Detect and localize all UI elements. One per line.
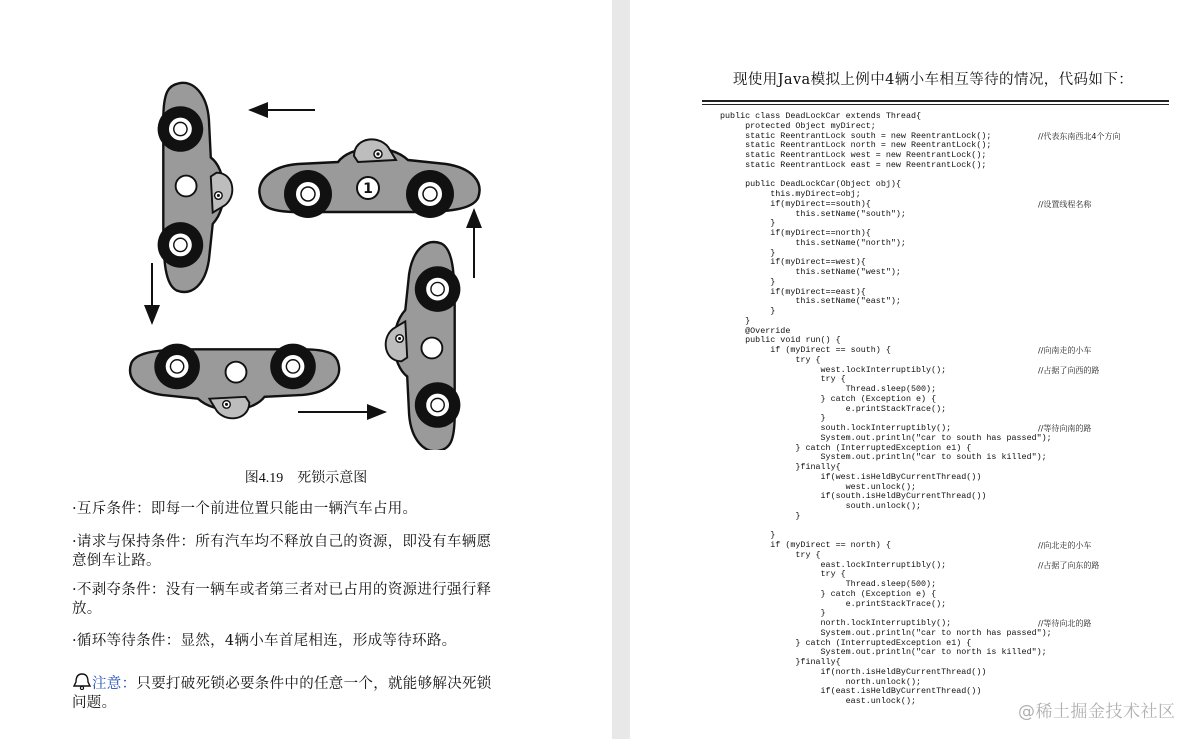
code-line (720, 297, 1170, 307)
code-line (720, 512, 1170, 522)
code-text: east.lockInterruptibly(); (720, 559, 947, 570)
code-text: } catch (InterruptedException e1) { (720, 442, 972, 453)
paragraph-mutual-exclusion: ·互斥条件：即每一个前进位置只能由一辆汽车占用。 (72, 501, 418, 517)
car-right (386, 242, 461, 450)
code-line (720, 161, 1170, 171)
code-text: public class DeadLockCar extends Thread{ (720, 111, 922, 121)
code-text: try { (720, 354, 821, 365)
code-text: if (myDirect == south) { (720, 345, 891, 355)
code-line (720, 307, 1170, 317)
page-gutter (612, 0, 630, 739)
code-text: try { (720, 569, 846, 580)
deadlock-figure (110, 78, 490, 450)
code-comment: //等待向北的路 (1038, 619, 1092, 628)
car-top (259, 139, 479, 218)
rule-top-thin (702, 104, 1169, 105)
code-text: static ReentrantLock west = new ReentrantLock(); (720, 150, 987, 160)
code-comment: //代表东南西北4个方向 (1038, 131, 1121, 141)
code-text: static ReentrantLock south = new ReentrantLock(); (720, 130, 992, 141)
car-number: 1 (363, 181, 373, 197)
code-text: } (720, 315, 751, 326)
code-block (720, 112, 1170, 707)
code-text: east.unlock(); (720, 696, 917, 706)
code-text: try { (720, 374, 846, 385)
watermark: @稀土掘金技术社区 (1018, 702, 1176, 722)
code-text: } (720, 306, 776, 316)
paragraph-hold-wait-2: 意倒车让路。 (72, 553, 161, 569)
code-text: } (720, 413, 826, 424)
code-text: } catch (Exception e) { (720, 588, 937, 599)
code-text: Thread.sleep(500); (720, 384, 937, 394)
caption-number: 图4.19 (244, 471, 284, 486)
code-text: if(myDirect==east){ (720, 286, 866, 297)
code-text: } (720, 608, 826, 619)
code-line (720, 522, 1170, 532)
code-text: @Override (720, 325, 791, 336)
code-text: south.unlock(); (720, 501, 922, 511)
code-text: if(myDirect==west){ (720, 257, 866, 268)
code-text: System.out.println("car to south is killed"); (720, 452, 1047, 463)
bell-icon (72, 672, 92, 690)
code-text: } (720, 530, 776, 541)
note-line2: 问题。 (72, 695, 117, 711)
code-text: south.lockInterruptibly(); (720, 423, 952, 433)
code-text: try { (720, 549, 821, 560)
code-text: public void run() { (720, 335, 841, 346)
caption-text: 死锁示意图 (297, 470, 368, 486)
code-text: west.unlock(); (720, 481, 917, 492)
paragraph-hold-wait-1: ·请求与保持条件：所有汽车均不释放自己的资源，即没有车辆愿 (72, 534, 492, 550)
code-text: this.setName("south"); (720, 208, 906, 219)
code-text: }finally{ (720, 657, 841, 667)
code-text: System.out.println("car to north is killed"); (720, 647, 1047, 658)
code-text: }finally{ (720, 462, 841, 472)
code-intro: 现使用Java模拟上例中4辆小车相互等待的情况，代码如下： (733, 72, 1134, 88)
code-text: this.myDirect=obj; (720, 189, 861, 199)
code-text: this.setName("west"); (720, 267, 901, 277)
code-text: if(east.isHeldByCurrentThread()) (720, 686, 982, 697)
code-text: System.out.println("car to north has passed"); (720, 627, 1052, 638)
code-text: } (720, 247, 776, 258)
figure-caption (0, 467, 612, 487)
code-text: if (myDirect == north) { (720, 540, 891, 550)
code-text: } catch (InterruptedException e1) { (720, 637, 972, 648)
code-text: } (720, 276, 776, 287)
code-line (720, 210, 1170, 220)
code-text: this.setName("north"); (720, 237, 906, 248)
code-text: } (720, 510, 801, 521)
code-comment: //占据了向西的路 (1038, 365, 1100, 375)
code-text: static ReentrantLock east = new ReentrantLock(); (720, 159, 987, 170)
car-bottom (130, 344, 339, 419)
code-line (720, 268, 1170, 278)
note-label: 注意： (92, 676, 137, 692)
rule-top (702, 100, 1169, 102)
code-text: if(west.isHeldByCurrentThread()) (720, 471, 982, 482)
code-text: this.setName("east"); (720, 296, 901, 307)
paragraph-no-preemption-1: ·不剥夺条件：没有一辆车或者第三者对已占用的资源进行强行释 (72, 582, 492, 598)
note-block (72, 672, 532, 713)
code-text: north.lockInterruptibly(); (720, 618, 952, 628)
paragraph-circular-wait: ·循环等待条件：显然，4辆小车首尾相连，形成等待环路。 (72, 633, 457, 649)
code-text: } catch (Exception e) { (720, 393, 937, 404)
code-text: System.out.println("car to south has passed"); (720, 432, 1052, 443)
code-text: e.printStackTrace(); (720, 598, 947, 609)
code-line (720, 239, 1170, 249)
code-text: if(myDirect==south){ (720, 198, 871, 209)
code-text: north.unlock(); (720, 676, 922, 687)
code-text: if(south.isHeldByCurrentThread()) (720, 491, 987, 502)
code-comment: //向北走的小车 (1038, 541, 1092, 550)
code-comment: //占据了向东的路 (1038, 560, 1100, 570)
code-text: west.lockInterruptibly(); (720, 364, 947, 375)
code-text: static ReentrantLock north = new ReentrantLock(); (720, 140, 992, 151)
note-line1: 只要打破死锁必要条件中的任意一个，就能够解决死锁 (136, 676, 492, 692)
code-text: protected Object myDirect; (720, 120, 876, 131)
code-comment: //等待向南的路 (1038, 424, 1092, 433)
paragraph-no-preemption-2: 放。 (72, 601, 102, 617)
code-text: Thread.sleep(500); (720, 579, 937, 589)
code-text: public DeadLockCar(Object obj){ (720, 179, 901, 190)
code-text: } (720, 218, 776, 229)
code-text: e.printStackTrace(); (720, 403, 947, 414)
code-comment: //设置线程名称 (1038, 199, 1092, 209)
code-comment: //向南走的小车 (1038, 346, 1092, 355)
code-text: if(north.isHeldByCurrentThread()) (720, 666, 987, 677)
code-text: if(myDirect==north){ (720, 228, 871, 238)
car-left (158, 83, 233, 292)
